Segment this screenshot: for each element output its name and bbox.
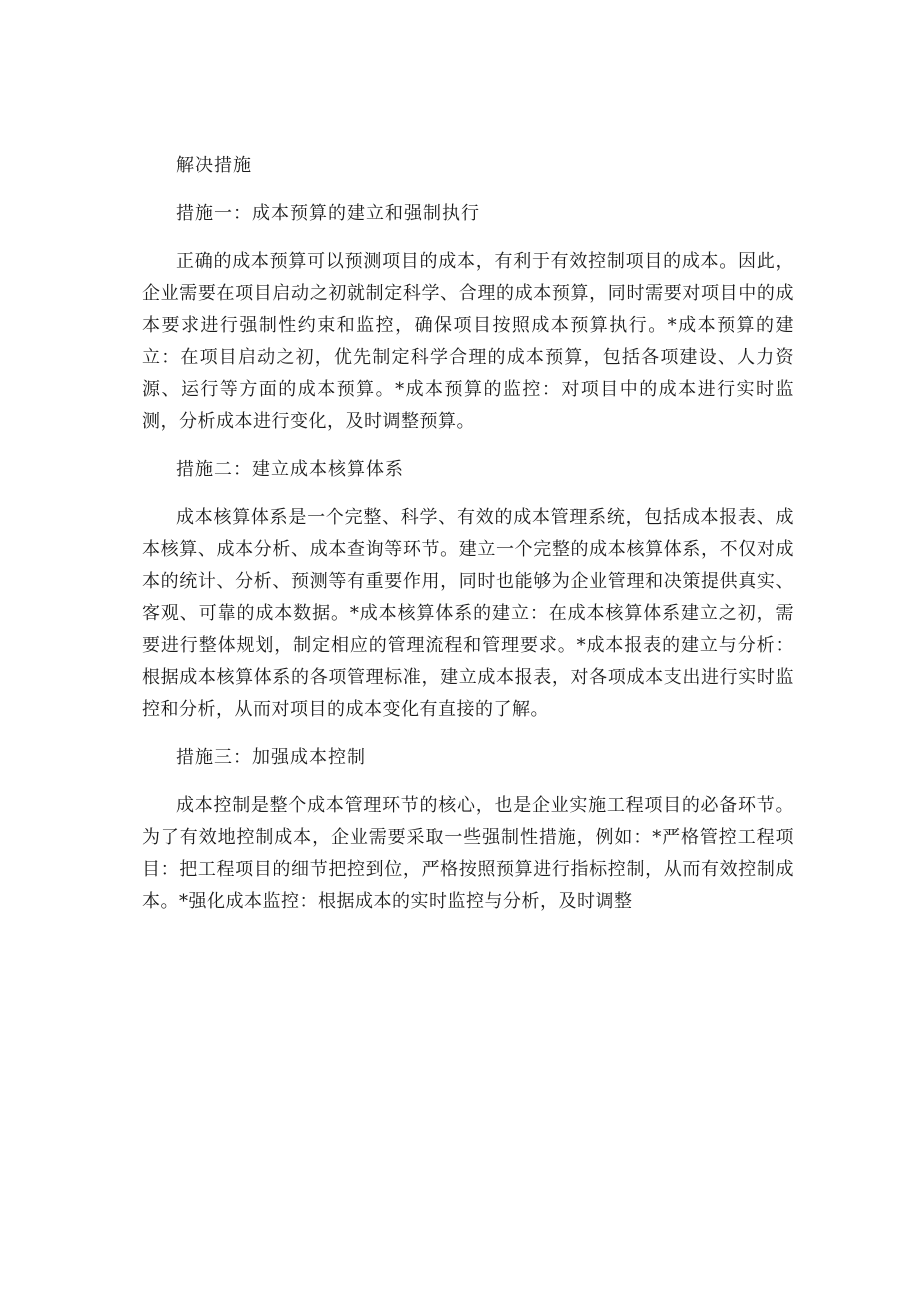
- measure-1-title: 措施一：成本预算的建立和强制执行: [176, 203, 480, 224]
- measure-1-body: 正确的成本预算可以预测项目的成本，有利于有效控制项目的成本。因此，企业需要在项目启动之初就制定科学、合理的成本预算，同时需要对项目中的成本要求进行强制性约束和监控，确保项目按照成本预算执行。*成本预算的建立：在项目启动之初，优先制定科学合理的成本预算，包括各项建设、人力资源、运行等方面的成本预算。*成本预算的监控：对项目中的成本进行实时监测，分析成本进行变化，及时调整预算。: [142, 251, 794, 432]
- measure-2-body: 成本核算体系是一个完整、科学、有效的成本管理系统，包括成本报表、成本核算、成本分析、成本查询等环节。建立一个完整的成本核算体系，不仅对成本的统计、分析、预测等有重要作用，同时也能够为企业管理和决策提供真实、客观、可靠的成本数据。*成本核算体系的建立：在成本核算体系建立之初，需要进行整体规划，制定相应的管理流程和管理要求。*成本报表的建立与分析：根据成本核算体系的各项管理标准，建立成本报表，对各项成本支出进行实时监控和分析，从而对项目的成本变化有直接的了解。: [142, 507, 794, 720]
- measure-3-body: 成本控制是整个成本管理环节的核心，也是企业实施工程项目的必备环节。为了有效地控制成本，企业需要采取一些强制性措施，例如：*严格管控工程项目：把工程项目的细节把控到位，严格按照预算进行指标控制，从而有效控制成本。*强化成本监控：根据成本的实时监控与分析，及时调整: [142, 795, 794, 912]
- measure-3-title: 措施三：加强成本控制: [176, 747, 366, 768]
- document-content: [142, 150, 794, 934]
- section-title: 解决措施: [176, 155, 252, 176]
- measure-2-title: 措施二：建立成本核算体系: [176, 459, 404, 480]
